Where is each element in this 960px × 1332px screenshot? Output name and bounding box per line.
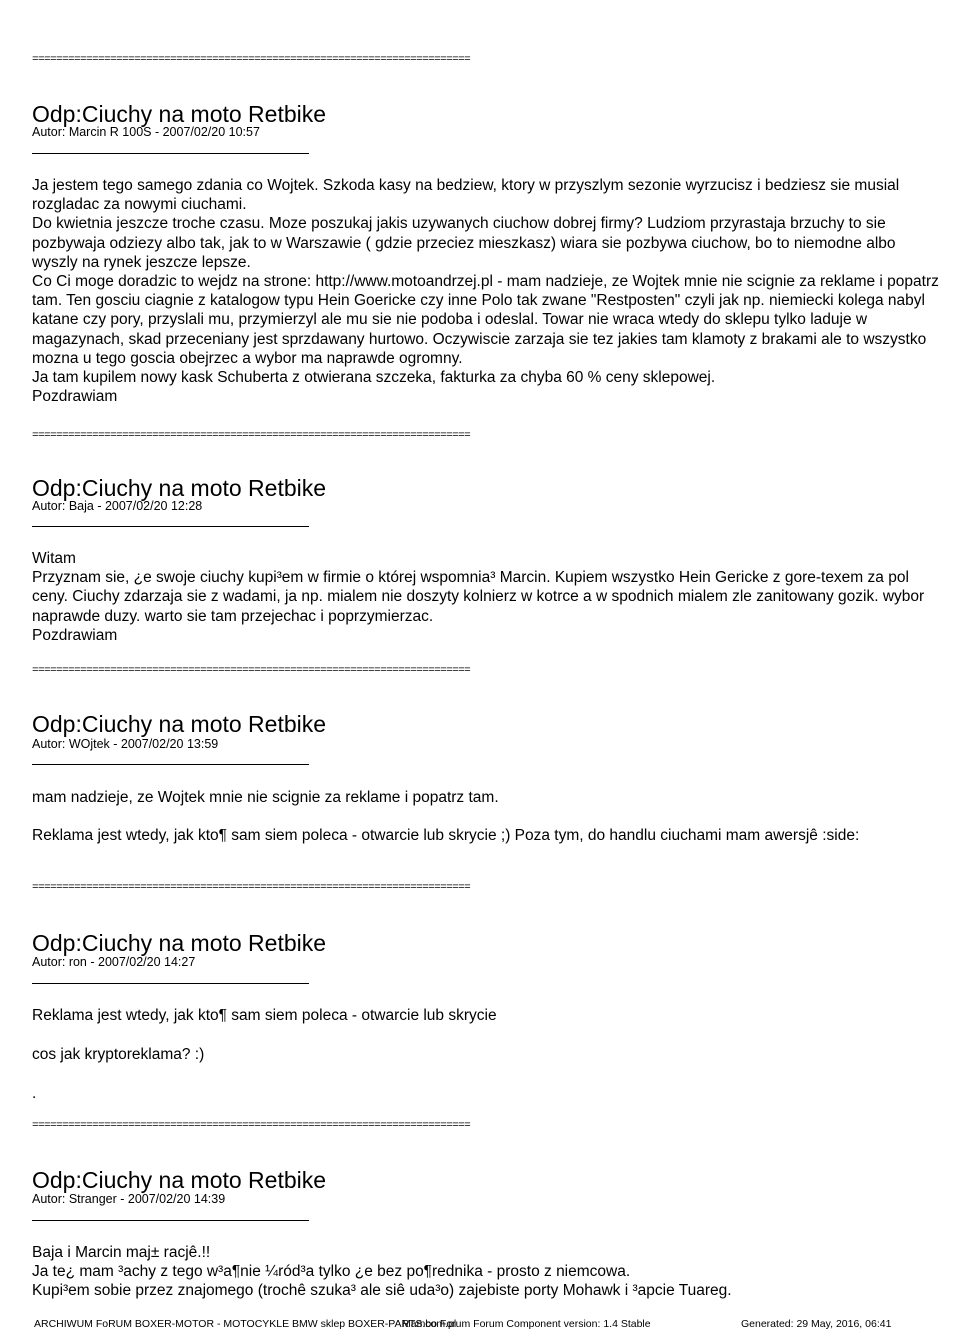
post-separator: ========================================================================= [32,1122,471,1130]
post-divider [32,526,309,527]
post-paragraph: Do kwietnia jeszcze troche czasu. Moze poszukaj jakis uzywanych ciuchow dobrej firmy? Ludziom przyrastaja brzuchy to sie pozbywaja odziezy albo tak, jak to w Warszawie ( gdzie przeciez mieszkasz) wiara sie pozbywa ciuchow, bo to niemodne albo wyszly na rynek jeszcze lepsze. [32,215,896,271]
post-body [32,1045,942,1064]
post-body [32,826,942,845]
post-paragraph: Witam [32,550,76,567]
post-paragraph: Pozdrawiam [32,626,118,644]
post-separator: ========================================================================= [32,667,471,675]
post-paragraph: Ja tam kupilem nowy kask Schuberta z otwierana szczeka, fakturka za chyba 60 % ceny sklepowej. [32,369,716,387]
post-title: Odp:Ciuchy na moto Retbike [32,711,327,737]
post-author-date: Autor: Baja - 2007/02/20 12:28 [32,499,203,513]
post-paragraph: mam nadzieje, ze Wojtek mnie nie scignie za reklame i popatrz tam. [32,789,499,806]
post-separator: ========================================================================= [32,56,471,64]
post-body [32,788,942,807]
post-body [32,1006,942,1025]
post-paragraph: Baja i Marcin maj± racjê.!! [32,1244,211,1261]
post-author-date: Autor: Marcin R 100S - 2007/02/20 10:57 [32,125,260,139]
post-divider [32,1220,309,1221]
post-title: Odp:Ciuchy na moto Retbike [32,1167,327,1193]
post-separator: ========================================================================= [32,884,471,892]
post-author-date: Autor: Stranger - 2007/02/20 14:39 [32,1192,226,1206]
post-paragraph: Pozdrawiam [32,388,118,406]
post-body [32,1084,942,1103]
post-paragraph: Reklama jest wtedy, jak kto¶ sam siem poleca - otwarcie lub skrycie [32,1007,497,1024]
footer-generated-date: Generated: 29 May, 2016, 06:41 [741,1318,892,1330]
post-paragraph: Reklama jest wtedy, jak kto¶ sam siem poleca - otwarcie lub skrycie ;) Poza tym, do handlu ciuchami mam awersjê :side: [32,827,860,844]
post-title: Odp:Ciuchy na moto Retbike [32,475,327,501]
post-paragraph: Co Ci moge doradzic to wejdz na strone: http://www.motoandrzej.pl - mam nadzieje, ze Wojtek mnie nie scignie za reklame i popatrz tam. Ten gosciu ciagnie z katalogow typu Hein Goericke czy inne Polo tak zwane "Restposten" czyli jak np. niemiecki kolega nabyl katane czy pory, przyslali mu, przymierzyl ale mu sie nie podoba i odeslal. Towar nie wraca wtedy do sklepu tylko laduje w magazynach, skad przeceniany jest sprzdawany hurtowo. Oczywiscie zarzaja sie tez jakies tam klamoty z brakami ale to wszystko mozna u tego goscia obejrzec a wybor ma naprawde ogromny. [32,273,939,367]
post-paragraph: . [32,1085,37,1102]
post-paragraph: Kupi³em sobie przez znajomego (trochê szuka³ ale siê uda³o) zajebiste porty Mohawk i ³apcie Tuareg. [32,1282,732,1300]
post-paragraph: Ja te¿ mam ³achy z tego w³a¶nie ¼ród³a tylko ¿e bez po¶rednika - prosto z niemcowa. [32,1263,631,1281]
footer-site-name: ARCHIWUM FoRUM BOXER-MOTOR - MOTOCYKLE BMW sklep BOXER-PARTS.com.pl [34,1318,457,1330]
post-paragraph: Ja jestem tego samego zdania co Wojtek. Szkoda kasy na bedziew, ktory w przyszlym sezonie wyrzucisz i bedziesz sie musial rozgladac za nowymi ciuchami. [32,177,900,214]
post-body [32,176,942,406]
post-body [32,549,942,645]
post-paragraph: cos jak kryptoreklama? :) [32,1046,205,1063]
post-divider [32,764,309,765]
post-title: Odp:Ciuchy na moto Retbike [32,930,327,956]
post-divider [32,153,309,154]
post-author-date: Autor: WOjtek - 2007/02/20 13:59 [32,737,219,751]
post-divider [32,983,309,984]
page-footer [0,1318,960,1332]
post-separator: ========================================================================= [32,432,471,440]
footer-component-version: Mambo Forum Forum Component version: 1.4 Stable [402,1318,651,1330]
post-author-date: Autor: ron - 2007/02/20 14:27 [32,955,196,969]
post-body [32,1243,942,1301]
post-paragraph: Przyznam sie, ¿e swoje ciuchy kupi³em w firmie o której wspomnia³ Marcin. Kupiem wszystko Hein Gericke z gore-texem za pol ceny. Ciuchy zdarzaja sie z wadami, ja np. mialem nie doszyty kolnierz w kotrce a w spodnich mialem zle zanitowany gozik. wybor naprawde duzy. warto sie tam przejechac i poprzymierzac. [32,569,925,625]
post-title: Odp:Ciuchy na moto Retbike [32,101,327,127]
